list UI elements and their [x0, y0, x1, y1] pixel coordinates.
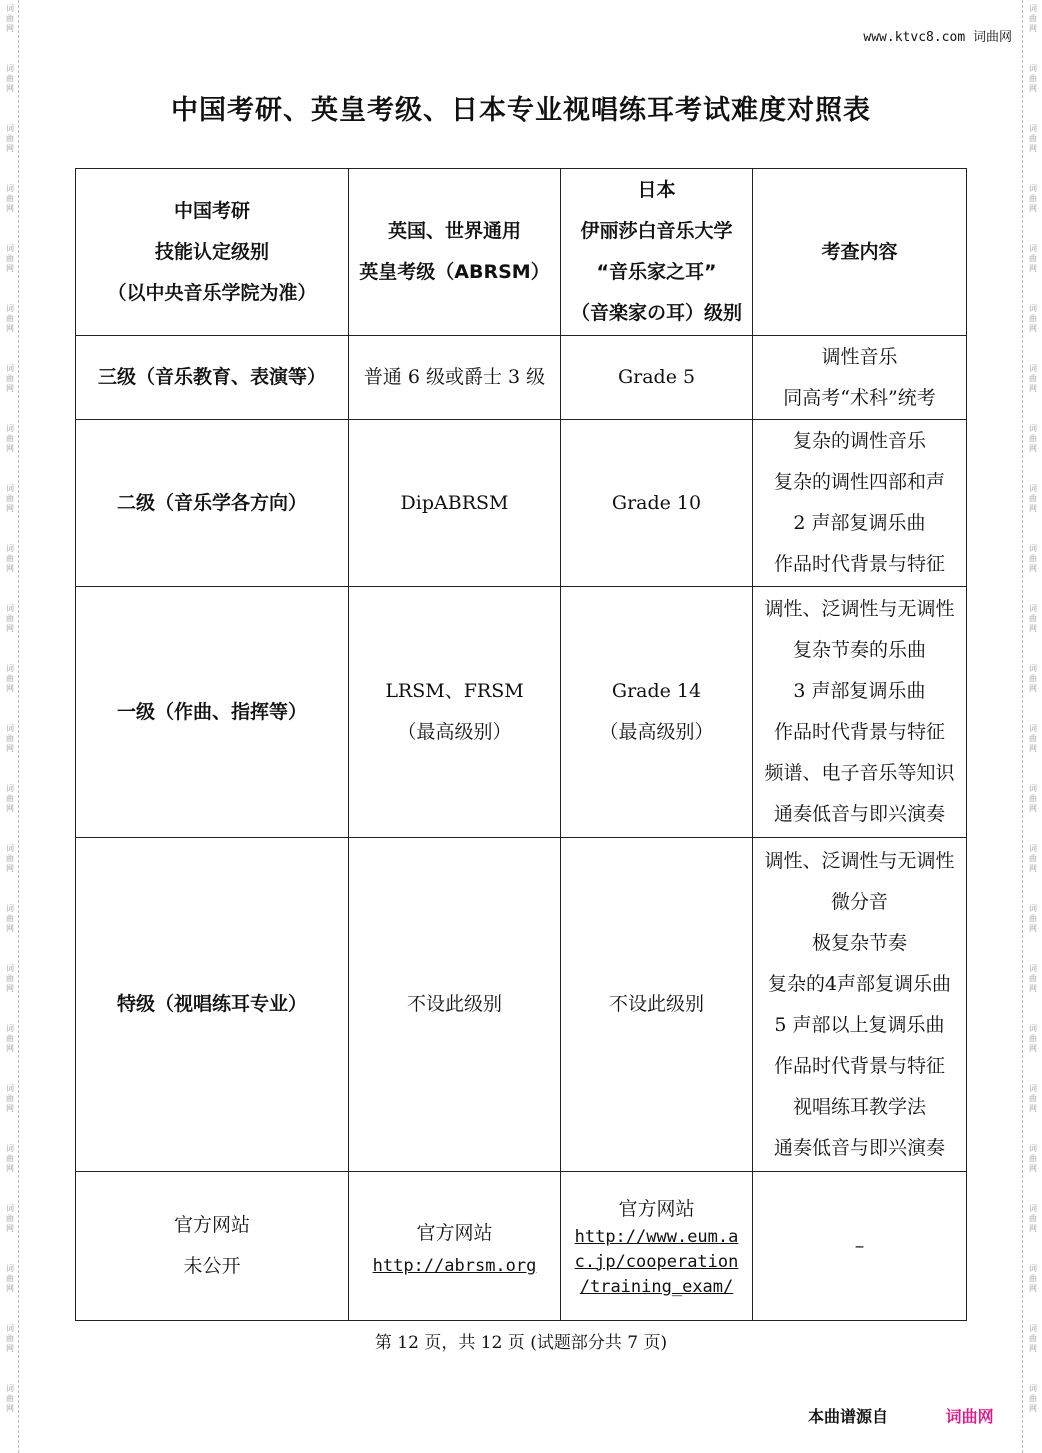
- left-dashed-margin: [18, 0, 39, 1453]
- header-text: 日本: [637, 179, 676, 201]
- content-official-cell: –: [753, 1172, 967, 1321]
- cell-text: 复杂的4声部复调乐曲: [767, 972, 952, 995]
- cell-text: Grade 10: [611, 491, 702, 514]
- level-cell: 一级（作曲、指挥等）: [76, 587, 349, 838]
- cell-text: 官方网站: [173, 1214, 250, 1236]
- abrsm-cell: [349, 587, 561, 838]
- japan-official-cell: [561, 1172, 753, 1321]
- link-text: c.jp/cooperation: [574, 1251, 739, 1272]
- abrsm-official-link[interactable]: http://abrsm.org: [372, 1256, 537, 1276]
- japan-cell: [561, 420, 753, 587]
- content-cell: [753, 838, 967, 1172]
- level-cell: 特级（视唱练耳专业）: [76, 838, 349, 1172]
- cell-text: 不设此级别: [406, 993, 502, 1015]
- header-text: （以中央音乐学院为准）: [107, 281, 317, 304]
- cell-text: 作品时代背景与特征: [773, 553, 945, 575]
- cell-text: 通奏低音与即兴演奏: [773, 803, 945, 825]
- header-abrsm: [349, 169, 561, 336]
- header-site-name: 词曲网: [972, 30, 1012, 45]
- header-japan: [561, 169, 753, 336]
- cell-text: 复杂节奏的乐曲: [792, 639, 926, 661]
- abrsm-cell: [349, 420, 561, 587]
- header-text: 英皇考级（ABRSM）: [359, 261, 550, 283]
- header-site-url[interactable]: www.ktvc8.com: [863, 30, 966, 45]
- japan-official-link[interactable]: [561, 1225, 752, 1300]
- level-cell: 三级（音乐教育、表演等）: [76, 336, 349, 420]
- china-official-cell: [76, 1172, 349, 1321]
- cell-text: DipABRSM: [400, 491, 509, 514]
- table-row: [76, 838, 967, 1172]
- content-cell: [753, 587, 967, 838]
- table-row: [76, 336, 967, 420]
- cell-text: LRSM、FRSM: [385, 680, 524, 702]
- header-text: （音楽家の耳）级别: [570, 302, 742, 324]
- page-footer: 第 12 页，共 12 页 (试题部分共 7 页): [374, 1333, 668, 1353]
- cell-text: 同高考“术科”统考: [783, 386, 936, 409]
- header-content: [753, 169, 967, 336]
- cell-text: （最高级别）: [599, 721, 714, 743]
- abrsm-cell: [349, 838, 561, 1172]
- cell-text: 复杂的调性四部和声: [773, 471, 945, 493]
- cell-text: 视唱练耳教学法: [792, 1095, 926, 1118]
- right-watermark: 词 曲 网 词 曲 网 词 曲 网 词 曲 网 词 曲 网 词 曲 网 词 曲 网 词 曲 网 词 曲 网 词 曲 网 词 曲 网 词 曲 网 词 曲 网 词 曲 网 词 曲 网 词 曲 网 词 曲 网 词 曲 网 词 曲 网 词 曲 网 词 曲 网 词 曲 网 词 曲 网 词 曲 网: [1029, 4, 1037, 1413]
- content-cell: [753, 336, 967, 420]
- source-credit: [808, 1404, 994, 1427]
- cell-text: 不设此级别: [608, 993, 704, 1015]
- link-text: http://www.eum.a: [574, 1226, 739, 1247]
- header-china-level: [76, 169, 349, 336]
- cell-text: 调性音乐: [821, 345, 898, 368]
- cell-text: 3 声部复调乐曲: [793, 680, 926, 702]
- japan-cell: [561, 838, 753, 1172]
- table-header-row: [76, 169, 967, 336]
- source-label: 本曲谱源自: [808, 1407, 889, 1426]
- link-text: /training_exam/: [579, 1276, 734, 1297]
- cell-text: 2 声部复调乐曲: [793, 512, 926, 534]
- comparison-table: [75, 168, 967, 1321]
- official-site-row: [76, 1172, 967, 1321]
- table-row: [76, 587, 967, 838]
- cell-text: 作品时代背景与特征: [773, 721, 945, 743]
- cell-text: 官方网站: [618, 1197, 695, 1220]
- content-cell: [753, 420, 967, 587]
- cell-text: 调性、泛调性与无调性: [764, 598, 955, 620]
- cell-text: 频谱、电子音乐等知识: [764, 762, 955, 784]
- header-text: 伊丽莎白音乐大学: [580, 220, 733, 242]
- page-title: 中国考研、英皇考级、日本专业视唱练耳考试难度对照表: [171, 95, 871, 126]
- header-text: 英国、世界通用: [387, 220, 521, 242]
- header-text: “音乐家之耳”: [596, 261, 717, 283]
- header-site: [863, 26, 1012, 45]
- header-text: 技能认定级别: [154, 240, 269, 263]
- table-row: [76, 420, 967, 587]
- cell-text: 微分音: [830, 890, 888, 913]
- japan-cell: [561, 587, 753, 838]
- cell-text: 官方网站: [416, 1222, 493, 1244]
- cell-text: 调性、泛调性与无调性: [764, 849, 955, 872]
- cell-text: （最高级别）: [397, 721, 512, 743]
- header-text: 中国考研: [173, 199, 250, 222]
- left-watermark: 词 曲 网 词 曲 网 词 曲 网 词 曲 网 词 曲 网 词 曲 网 词 曲 网 词 曲 网 词 曲 网 词 曲 网 词 曲 网 词 曲 网 词 曲 网 词 曲 网 词 曲 网 词 曲 网 词 曲 网 词 曲 网 词 曲 网 词 曲 网 词 曲 网 词 曲 网 词 曲 网 词 曲 网: [6, 4, 14, 1413]
- japan-cell: [561, 336, 753, 420]
- cell-text: 普通 6 级或爵士 3 级: [363, 366, 546, 388]
- cell-text: 作品时代背景与特征: [773, 1054, 945, 1077]
- cell-text: Grade 14: [611, 680, 702, 702]
- level-cell: 二级（音乐学各方向）: [76, 420, 349, 587]
- source-brand-link[interactable]: 词曲网: [945, 1407, 994, 1426]
- cell-text: 5 声部以上复调乐曲: [774, 1013, 945, 1036]
- abrsm-official-cell: [349, 1172, 561, 1321]
- abrsm-cell: [349, 336, 561, 420]
- cell-text: 复杂的调性音乐: [792, 430, 926, 452]
- cell-text: Grade 5: [617, 366, 696, 388]
- cell-text: 极复杂节奏: [811, 931, 907, 954]
- cell-text: 通奏低音与即兴演奏: [773, 1136, 945, 1159]
- header-text: 考查内容: [821, 240, 898, 263]
- cell-text: 未公开: [183, 1255, 241, 1277]
